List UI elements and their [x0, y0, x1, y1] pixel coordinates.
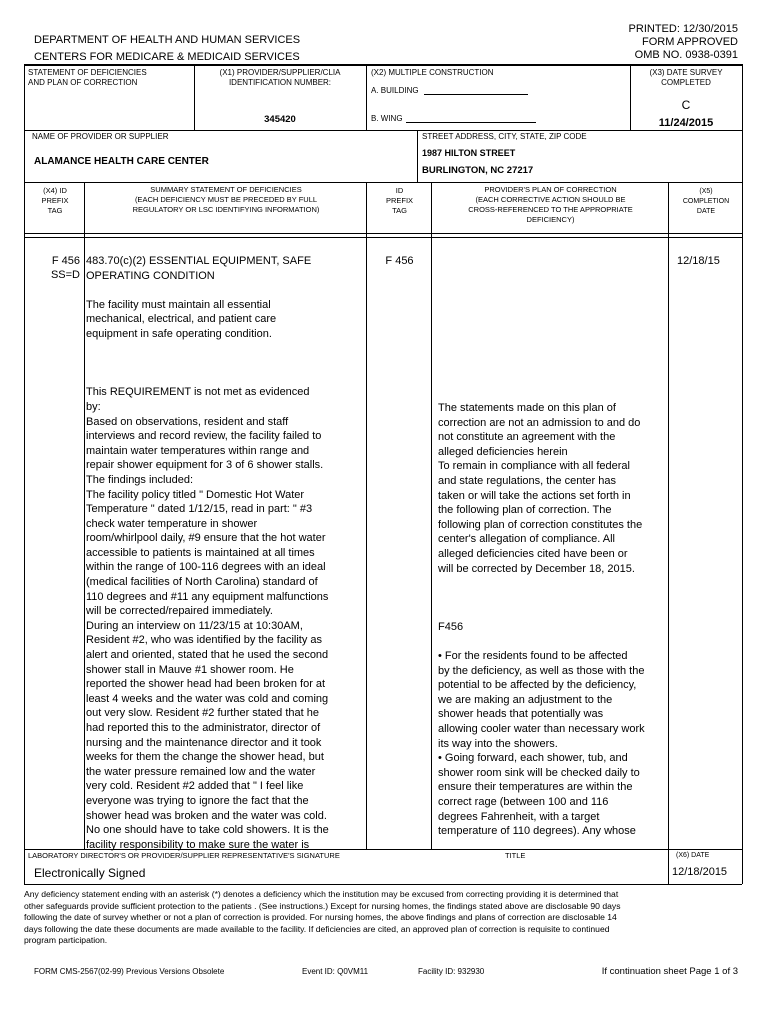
- plan-line: center's allegation of compliance. All: [438, 533, 615, 546]
- survey-date: 11/24/2015: [658, 117, 714, 129]
- frame-right: [742, 64, 743, 884]
- summary-line: No one should have to take cold showers. It is the: [86, 824, 329, 837]
- plan-line: To remain in compliance with all federal: [438, 460, 630, 473]
- divider-x3: [630, 64, 631, 130]
- plan-line: degrees Fahrenheit, with a target: [438, 810, 600, 823]
- divider-address: [417, 130, 418, 182]
- x1-label: (X1) PROVIDER/SUPPLIER/CLIA IDENTIFICATION NUMBER:: [219, 68, 341, 87]
- survey-code: C: [681, 98, 691, 112]
- divider-col-1: [84, 182, 85, 849]
- form-approved: FORM APPROVED: [642, 36, 738, 48]
- plan-line: [438, 605, 668, 620]
- plan-line: allowing cooler water than necessary work: [438, 723, 645, 736]
- summary-line: equipment in safe operating condition.: [86, 327, 272, 340]
- address-label: STREET ADDRESS, CITY, STATE, ZIP CODE: [422, 132, 587, 141]
- divider-col-3: [431, 182, 432, 849]
- provider-name-label: NAME OF PROVIDER OR SUPPLIER: [32, 132, 169, 141]
- signature-date: 12/18/2015: [672, 866, 728, 878]
- plan-header: PROVIDER'S PLAN OF CORRECTION (EACH CORRECTIVE ACTION SHOULD BE CROSS-REFERENCED TO THE APPROPRIATE DEFICIENCY): [468, 185, 633, 224]
- wing-label: B. WING: [371, 114, 403, 123]
- plan-line: • For the residents found to be affected: [438, 650, 628, 663]
- x2-label: (X2) MULTIPLE CONSTRUCTION: [371, 68, 494, 77]
- page-indicator: If continuation sheet Page 1 of 3: [601, 966, 738, 977]
- plan-line: [438, 576, 668, 591]
- summary-line: shower head was broken and the water was cold.: [86, 809, 327, 822]
- summary-line: within the range of 100-116 degrees with an ideal: [86, 561, 326, 574]
- signature-date-label: (X6) DATE: [676, 852, 710, 859]
- plan-line: the following plan of correction. The: [438, 504, 612, 517]
- summary-line: The findings included:: [86, 473, 194, 486]
- plan-line: taken or will take the actions set forth in: [438, 489, 631, 502]
- summary-line: Temperature " dated 1/12/15, read in part: " #3: [86, 503, 313, 516]
- building-label: A. BUILDING: [371, 86, 419, 95]
- summary-line: The facility policy titled " Domestic Hot Water: [86, 488, 305, 501]
- signature-label: LABORATORY DIRECTOR'S OR PROVIDER/SUPPLIER REPRESENTATIVE'S SIGNATURE: [28, 851, 340, 860]
- plan-line: potential to be affected by the deficiency,: [438, 679, 637, 692]
- plan-line: its way into the showers.: [438, 737, 558, 750]
- footnote-line: following the date of survey whether or not a plan of correction is provided. For nursing homes, the above findings and plans of correction are disclosable 14: [24, 912, 617, 923]
- summary-line: the water pressure remained low and the water: [86, 765, 316, 778]
- street-address: 1987 HILTON STREET: [422, 148, 516, 158]
- summary-line: least 4 weeks and the water was cold and coming: [86, 692, 329, 705]
- divider-signature-date: [668, 849, 669, 884]
- rule-provider: [24, 130, 742, 131]
- summary-line: weeks for them the change the shower head, but: [86, 751, 324, 764]
- summary-line: had reported this to the administrator, director of: [86, 722, 321, 734]
- city-state-zip: BURLINGTON, NC 27217: [422, 165, 534, 176]
- summary-line: by:: [86, 400, 101, 413]
- summary-line: check water temperature in shower: [86, 517, 258, 530]
- summary-line: everyone was trying to ignore the fact that the: [86, 794, 309, 807]
- summary-line: 110 degrees and #11 any equipment malfunctions: [86, 590, 329, 603]
- rule-footnote: [24, 884, 742, 885]
- frame-left: [24, 64, 25, 884]
- summary-line: reported the shower head had been broken for at: [86, 678, 326, 691]
- plan-line: ensure their temperatures are within the: [438, 781, 633, 794]
- summary-line: alert and oriented, stated that he used the second: [86, 649, 329, 662]
- summary-line: During an interview on 11/23/15 at 10:30AM,: [86, 619, 303, 632]
- summary-statement: [86, 254, 366, 852]
- summary-line: (medical facilities of North Carolina) standard of: [86, 576, 318, 589]
- deficiency-tag: F 456: [51, 255, 80, 267]
- footnote-line: days following the date these documents are made available to the facility. If deficiencies are cited, an approved plan of correction is requisite to continued: [24, 923, 610, 934]
- summary-line: nursing and the maintenance director and it took: [86, 736, 322, 749]
- scope-severity: SS=D: [50, 269, 80, 281]
- summary-line: out very slow. Resident #2 further stated that he: [86, 707, 319, 720]
- rule-body-2: [24, 237, 742, 238]
- summary-line: This REQUIREMENT is not met as evidenced: [86, 386, 310, 399]
- summary-line: room/whirlpool daily, #9 ensure that the hot water: [86, 532, 326, 545]
- summary-line: [86, 342, 366, 357]
- provider-name: ALAMANCE HEALTH CARE CENTER: [34, 156, 209, 167]
- summary-line: facility responsibility to make sure the water is: [86, 838, 310, 851]
- completion-date: 12/18/15: [677, 255, 720, 267]
- summary-line: 483.70(c)(2) ESSENTIAL EQUIPMENT, SAFE: [86, 255, 312, 267]
- plan-line: • Going forward, each shower, tub, and: [438, 752, 628, 765]
- summary-line: [86, 356, 366, 371]
- omb-number: OMB NO. 0938-0391: [634, 49, 738, 61]
- printed-date: PRINTED: 12/30/2015: [628, 23, 738, 35]
- summary-line: [86, 283, 366, 298]
- plan-line: F456: [438, 620, 464, 633]
- summary-line: repair shower equipment for 3 of 6 shower stalls.: [86, 459, 324, 472]
- plan-line: The statements made on this plan of: [438, 402, 616, 414]
- event-id: Event ID: Q0VM11: [302, 967, 369, 976]
- plan-of-correction: [438, 401, 668, 839]
- summary-line: mechanical, electrical, and patient care: [86, 313, 277, 326]
- plan-line: correction are not an admission to and do: [438, 416, 641, 429]
- summary-line: shower stall in Mauve #1 shower room. He: [86, 663, 294, 676]
- summary-line: [86, 371, 366, 386]
- plan-tag: F 456: [385, 255, 414, 267]
- plan-line: by the deficiency, as well as those with the: [438, 664, 645, 677]
- building-field: [424, 94, 528, 95]
- divider-x1: [194, 64, 195, 130]
- plan-line: shower heads that potentially was: [438, 708, 604, 721]
- plan-line: temperature of 110 degrees). Any whose: [438, 825, 636, 838]
- summary-line: will be corrected/repaired immediately.: [86, 605, 273, 618]
- divider-col-4: [668, 182, 669, 849]
- footnote-line: Any deficiency statement ending with an asterisk (*) denotes a deficiency which the institution may be excused from correcting providing it is determined that: [24, 889, 619, 899]
- x3-label: (X3) DATE SURVEY COMPLETED: [649, 68, 723, 87]
- rule-body: [24, 233, 742, 234]
- summary-header: SUMMARY STATEMENT OF DEFICIENCIES (EACH DEFICIENCY MUST BE PRECEDED BY FULL REGULATORY OR LSC IDENTIFYING INFORMATION): [132, 185, 320, 214]
- divider-x2: [366, 64, 367, 130]
- provider-number: 345420: [264, 114, 296, 125]
- plan-line: following plan of correction constitutes the: [438, 518, 643, 531]
- statement-label: STATEMENT OF DEFICIENCIES AND PLAN OF CORRECTION: [28, 68, 147, 87]
- summary-line: The facility must maintain all essential: [86, 298, 271, 311]
- disclosure-footnote: [24, 889, 746, 947]
- agency-name: CENTERS FOR MEDICARE & MEDICAID SERVICES: [34, 51, 300, 63]
- plan-line: [438, 635, 668, 650]
- plan-line: shower room sink will be checked daily to: [438, 766, 640, 779]
- plan-line: and state regulations, the center has: [438, 474, 616, 487]
- facility-id: Facility ID: 932930: [418, 967, 485, 976]
- plan-line: will be corrected by December 18, 2015.: [438, 562, 635, 575]
- summary-line: Resident #2, who was identified by the facility as: [86, 634, 323, 647]
- x4-header: (X4) ID PREFIX TAG: [41, 186, 69, 215]
- rule-columns: [24, 182, 742, 183]
- plan-line: [438, 591, 668, 606]
- plan-line: not constitute an agreement with the: [438, 431, 616, 444]
- plan-line: alleged deficiencies herein: [438, 445, 568, 458]
- plan-line: alleged deficiencies cited have been or: [438, 547, 628, 560]
- summary-line: accessible to patients is maintained at all times: [86, 546, 315, 559]
- form-number: FORM CMS-2567(02-99) Previous Versions Obsolete: [34, 967, 225, 976]
- summary-line: interviews and record review, the facility failed to: [86, 430, 322, 443]
- wing-field: [406, 122, 536, 123]
- plan-line: we are making an adjustment to the: [438, 693, 613, 706]
- x5-header: (X5) COMPLETION DATE: [682, 188, 730, 215]
- signature-value: Electronically Signed: [34, 866, 146, 880]
- department-name: DEPARTMENT OF HEALTH AND HUMAN SERVICES: [34, 34, 301, 46]
- summary-line: Based on observations, resident and staff: [86, 415, 289, 428]
- divider-col-2: [366, 182, 367, 849]
- plan-line: correct rage (between 100 and 116: [438, 796, 609, 809]
- top-rule: [24, 64, 742, 66]
- summary-line: OPERATING CONDITION: [86, 269, 215, 282]
- footnote-line: other safeguards provide sufficient protection to the patients . (See instructions.) Except for nursing homes, the findings stated above are disclosable 90 days: [24, 900, 621, 911]
- footnote-line: program participation.: [24, 935, 108, 946]
- summary-line: maintain water temperatures within range and: [86, 444, 310, 457]
- id-header: ID PREFIX TAG: [385, 186, 414, 215]
- summary-line: very cold. Resident #2 added that " I feel like: [86, 780, 304, 793]
- title-label: TITLE: [505, 851, 526, 860]
